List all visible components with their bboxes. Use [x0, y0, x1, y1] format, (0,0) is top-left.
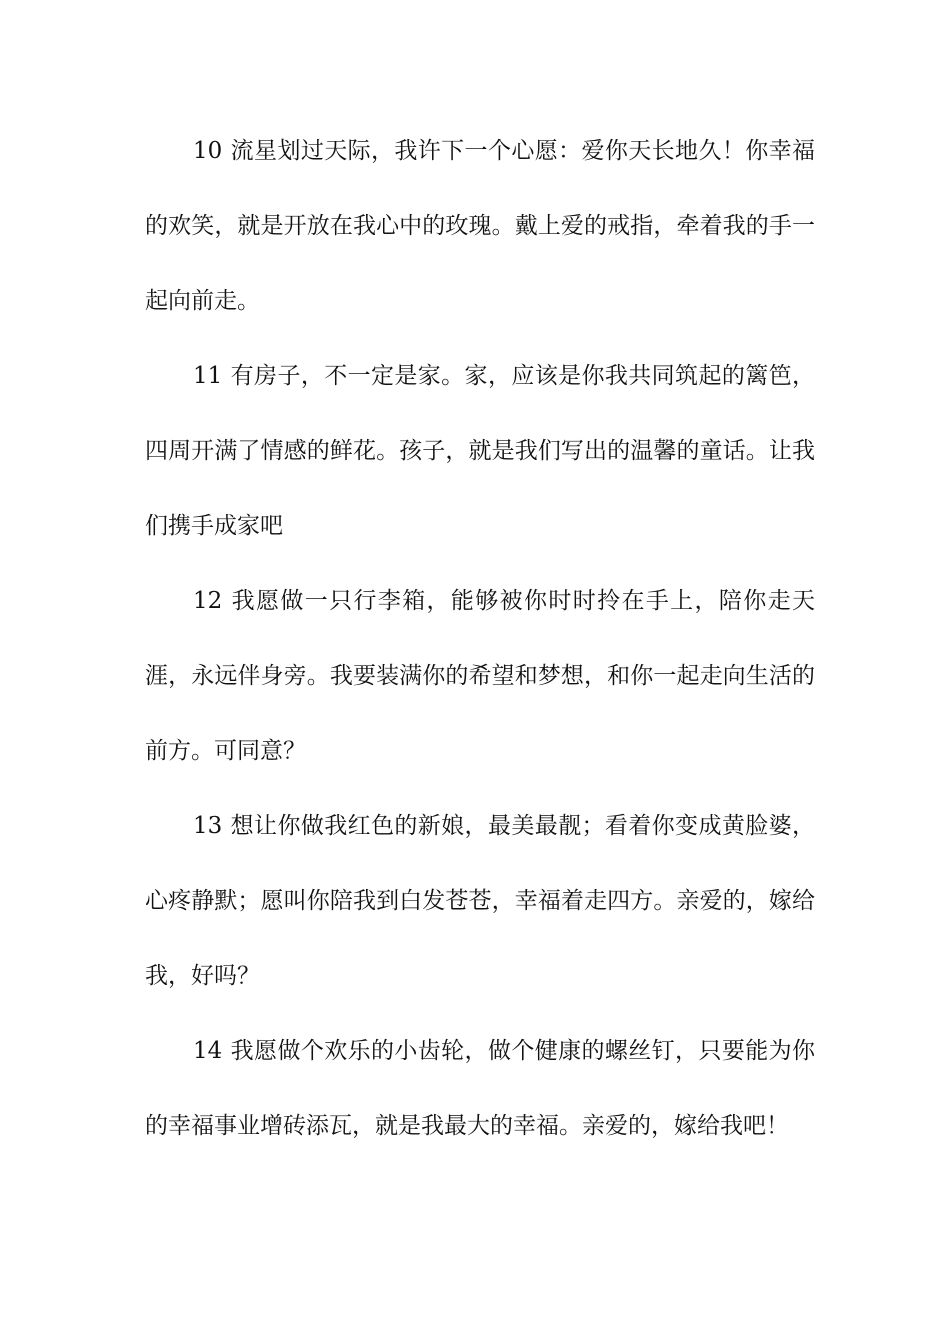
paragraph-text: 有房子，不一定是家。家，应该是你我共同筑起的篱笆，四周开满了情感的鲜花。孩子，就是我们写出的温馨的童话。让我们携手成家吧	[145, 363, 815, 539]
paragraph-number: 14	[193, 1038, 223, 1064]
paragraph-14	[145, 1014, 815, 1164]
paragraph-11	[145, 339, 815, 564]
paragraph-text: 流星划过天际，我许下一个心愿：爱你天长地久！你幸福的欢笑，就是开放在我心中的玫瑰。戴上爱的戒指，牵着我的手一起向前走。	[145, 138, 815, 314]
paragraph-number: 11	[193, 363, 223, 389]
paragraph-10	[145, 114, 815, 339]
paragraph-number: 13	[193, 813, 223, 839]
paragraph-text: 想让你做我红色的新娘，最美最靓；看着你变成黄脸婆，心疼静默；愿叫你陪我到白发苍苍，幸福着走四方。亲爱的，嫁给我，好吗？	[145, 813, 815, 989]
paragraph-number: 12	[193, 588, 223, 614]
paragraph-text: 我愿做个欢乐的小齿轮，做个健康的螺丝钉，只要能为你的幸福事业增砖添瓦，就是我最大的幸福。亲爱的，嫁给我吧！	[145, 1038, 815, 1139]
paragraph-12	[145, 564, 815, 789]
document-body	[145, 114, 815, 1164]
paragraph-text: 我愿做一只行李箱，能够被你时时拎在手上，陪你走天涯，永远伴身旁。我要装满你的希望和梦想，和你一起走向生活的前方。可同意？	[145, 588, 815, 764]
paragraph-number: 10	[193, 138, 223, 164]
paragraph-13	[145, 789, 815, 1014]
